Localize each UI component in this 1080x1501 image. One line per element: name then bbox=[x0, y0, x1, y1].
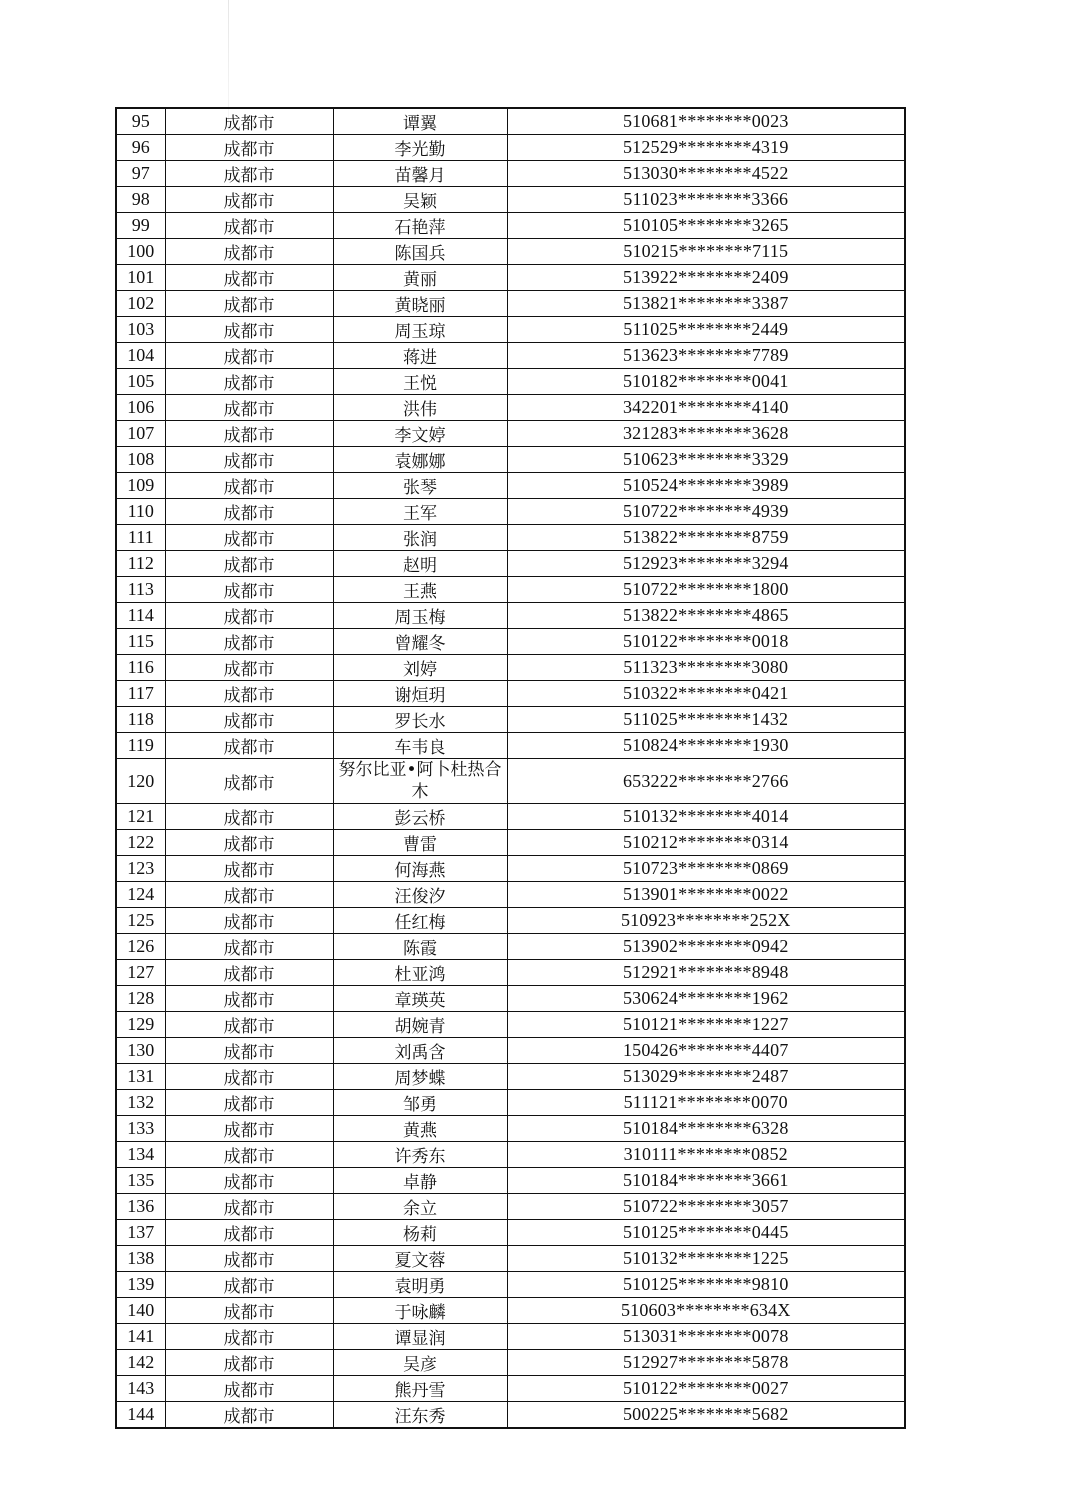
id-number-cell: 321283********3628 bbox=[507, 421, 905, 447]
row-number-cell: 107 bbox=[116, 421, 165, 447]
row-number-cell: 95 bbox=[116, 108, 165, 135]
name-cell: 汪俊汐 bbox=[333, 882, 507, 908]
id-number-cell: 512923********3294 bbox=[507, 551, 905, 577]
id-number-cell: 510184********3661 bbox=[507, 1168, 905, 1194]
id-number-cell: 510132********1225 bbox=[507, 1246, 905, 1272]
id-number-cell: 510182********0041 bbox=[507, 369, 905, 395]
id-number-cell: 510212********0314 bbox=[507, 830, 905, 856]
city-cell: 成都市 bbox=[165, 934, 333, 960]
table-row bbox=[116, 830, 905, 856]
name-cell: 曾耀冬 bbox=[333, 629, 507, 655]
id-number-cell: 513901********0022 bbox=[507, 882, 905, 908]
row-number-cell: 114 bbox=[116, 603, 165, 629]
id-number-cell: 510623********3329 bbox=[507, 447, 905, 473]
row-number-cell: 135 bbox=[116, 1168, 165, 1194]
id-number-cell: 510723********0869 bbox=[507, 856, 905, 882]
id-number-cell: 150426********4407 bbox=[507, 1038, 905, 1064]
row-number-cell: 142 bbox=[116, 1350, 165, 1376]
id-number-cell: 342201********4140 bbox=[507, 395, 905, 421]
name-cell: 张润 bbox=[333, 525, 507, 551]
city-cell: 成都市 bbox=[165, 161, 333, 187]
row-number-cell: 130 bbox=[116, 1038, 165, 1064]
row-number-cell: 133 bbox=[116, 1116, 165, 1142]
row-number-cell: 120 bbox=[116, 759, 165, 804]
city-cell: 成都市 bbox=[165, 265, 333, 291]
table-row bbox=[116, 108, 905, 135]
name-cell: 周玉琼 bbox=[333, 317, 507, 343]
row-number-cell: 125 bbox=[116, 908, 165, 934]
table-row bbox=[116, 499, 905, 525]
city-cell: 成都市 bbox=[165, 986, 333, 1012]
name-cell: 黄丽 bbox=[333, 265, 507, 291]
city-cell: 成都市 bbox=[165, 655, 333, 681]
row-number-cell: 139 bbox=[116, 1272, 165, 1298]
row-number-cell: 129 bbox=[116, 1012, 165, 1038]
row-number-cell: 101 bbox=[116, 265, 165, 291]
row-number-cell: 134 bbox=[116, 1142, 165, 1168]
id-number-cell: 510524********3989 bbox=[507, 473, 905, 499]
row-number-cell: 97 bbox=[116, 161, 165, 187]
id-number-cell: 513031********0078 bbox=[507, 1324, 905, 1350]
city-cell: 成都市 bbox=[165, 108, 333, 135]
row-number-cell: 119 bbox=[116, 733, 165, 759]
city-cell: 成都市 bbox=[165, 1038, 333, 1064]
table-row bbox=[116, 369, 905, 395]
table-row bbox=[116, 1350, 905, 1376]
table-row bbox=[116, 447, 905, 473]
row-number-cell: 100 bbox=[116, 239, 165, 265]
id-number-cell: 511025********2449 bbox=[507, 317, 905, 343]
name-cell: 夏文蓉 bbox=[333, 1246, 507, 1272]
id-number-cell: 513623********7789 bbox=[507, 343, 905, 369]
id-number-cell: 513821********3387 bbox=[507, 291, 905, 317]
name-cell: 李文婷 bbox=[333, 421, 507, 447]
name-cell: 吴颖 bbox=[333, 187, 507, 213]
name-cell: 努尔比亚•阿卜杜热合木 bbox=[333, 759, 507, 804]
row-number-cell: 102 bbox=[116, 291, 165, 317]
table-row bbox=[116, 681, 905, 707]
row-number-cell: 99 bbox=[116, 213, 165, 239]
name-cell: 谭翼 bbox=[333, 108, 507, 135]
row-number-cell: 124 bbox=[116, 882, 165, 908]
name-cell: 于咏麟 bbox=[333, 1298, 507, 1324]
city-cell: 成都市 bbox=[165, 499, 333, 525]
table-row bbox=[116, 1064, 905, 1090]
row-number-cell: 112 bbox=[116, 551, 165, 577]
id-number-cell: 653222********2766 bbox=[507, 759, 905, 804]
table-row bbox=[116, 421, 905, 447]
row-number-cell: 118 bbox=[116, 707, 165, 733]
table-row bbox=[116, 213, 905, 239]
city-cell: 成都市 bbox=[165, 1376, 333, 1402]
table-row bbox=[116, 161, 905, 187]
id-number-cell: 530624********1962 bbox=[507, 986, 905, 1012]
row-number-cell: 143 bbox=[116, 1376, 165, 1402]
city-cell: 成都市 bbox=[165, 1246, 333, 1272]
city-cell: 成都市 bbox=[165, 213, 333, 239]
row-number-cell: 103 bbox=[116, 317, 165, 343]
table-row bbox=[116, 1116, 905, 1142]
id-number-cell: 510681********0023 bbox=[507, 108, 905, 135]
city-cell: 成都市 bbox=[165, 239, 333, 265]
table-row bbox=[116, 733, 905, 759]
id-number-cell: 510722********1800 bbox=[507, 577, 905, 603]
roster-table-body bbox=[116, 108, 905, 1428]
id-number-cell: 512529********4319 bbox=[507, 135, 905, 161]
table-row bbox=[116, 960, 905, 986]
name-cell: 石艳萍 bbox=[333, 213, 507, 239]
name-cell: 彭云桥 bbox=[333, 804, 507, 830]
name-cell: 刘婷 bbox=[333, 655, 507, 681]
row-number-cell: 115 bbox=[116, 629, 165, 655]
name-cell: 许秀东 bbox=[333, 1142, 507, 1168]
name-cell: 陈国兵 bbox=[333, 239, 507, 265]
table-row bbox=[116, 804, 905, 830]
row-number-cell: 121 bbox=[116, 804, 165, 830]
name-cell: 黄燕 bbox=[333, 1116, 507, 1142]
row-number-cell: 98 bbox=[116, 187, 165, 213]
id-number-cell: 510824********1930 bbox=[507, 733, 905, 759]
roster-table bbox=[115, 107, 906, 1429]
city-cell: 成都市 bbox=[165, 369, 333, 395]
table-row bbox=[116, 1038, 905, 1064]
city-cell: 成都市 bbox=[165, 882, 333, 908]
row-number-cell: 96 bbox=[116, 135, 165, 161]
city-cell: 成都市 bbox=[165, 856, 333, 882]
city-cell: 成都市 bbox=[165, 1350, 333, 1376]
table-row bbox=[116, 1272, 905, 1298]
id-number-cell: 510125********9810 bbox=[507, 1272, 905, 1298]
table-row bbox=[116, 1298, 905, 1324]
id-number-cell: 510125********0445 bbox=[507, 1220, 905, 1246]
table-row bbox=[116, 908, 905, 934]
city-cell: 成都市 bbox=[165, 473, 333, 499]
row-number-cell: 144 bbox=[116, 1402, 165, 1429]
city-cell: 成都市 bbox=[165, 447, 333, 473]
city-cell: 成都市 bbox=[165, 629, 333, 655]
id-number-cell: 513902********0942 bbox=[507, 934, 905, 960]
row-number-cell: 109 bbox=[116, 473, 165, 499]
city-cell: 成都市 bbox=[165, 960, 333, 986]
city-cell: 成都市 bbox=[165, 1090, 333, 1116]
row-number-cell: 137 bbox=[116, 1220, 165, 1246]
city-cell: 成都市 bbox=[165, 577, 333, 603]
id-number-cell: 510122********0027 bbox=[507, 1376, 905, 1402]
table-row bbox=[116, 1142, 905, 1168]
row-number-cell: 128 bbox=[116, 986, 165, 1012]
name-cell: 罗长水 bbox=[333, 707, 507, 733]
table-row bbox=[116, 759, 905, 804]
table-row bbox=[116, 395, 905, 421]
city-cell: 成都市 bbox=[165, 395, 333, 421]
city-cell: 成都市 bbox=[165, 1220, 333, 1246]
table-row bbox=[116, 1324, 905, 1350]
table-row bbox=[116, 1402, 905, 1429]
id-number-cell: 510322********0421 bbox=[507, 681, 905, 707]
city-cell: 成都市 bbox=[165, 804, 333, 830]
name-cell: 谢烜玥 bbox=[333, 681, 507, 707]
id-number-cell: 513822********4865 bbox=[507, 603, 905, 629]
id-number-cell: 510603********634X bbox=[507, 1298, 905, 1324]
name-cell: 余立 bbox=[333, 1194, 507, 1220]
table-row bbox=[116, 265, 905, 291]
row-number-cell: 138 bbox=[116, 1246, 165, 1272]
table-row bbox=[116, 986, 905, 1012]
row-number-cell: 110 bbox=[116, 499, 165, 525]
city-cell: 成都市 bbox=[165, 187, 333, 213]
row-number-cell: 122 bbox=[116, 830, 165, 856]
table-row bbox=[116, 525, 905, 551]
name-cell: 蒋进 bbox=[333, 343, 507, 369]
name-cell: 陈霞 bbox=[333, 934, 507, 960]
row-number-cell: 140 bbox=[116, 1298, 165, 1324]
table-row bbox=[116, 1012, 905, 1038]
row-number-cell: 127 bbox=[116, 960, 165, 986]
table-row bbox=[116, 577, 905, 603]
table-row bbox=[116, 551, 905, 577]
table-row bbox=[116, 655, 905, 681]
table-row bbox=[116, 603, 905, 629]
city-cell: 成都市 bbox=[165, 1064, 333, 1090]
name-cell: 袁娜娜 bbox=[333, 447, 507, 473]
city-cell: 成都市 bbox=[165, 1402, 333, 1429]
city-cell: 成都市 bbox=[165, 1116, 333, 1142]
row-number-cell: 108 bbox=[116, 447, 165, 473]
name-cell: 袁明勇 bbox=[333, 1272, 507, 1298]
row-number-cell: 116 bbox=[116, 655, 165, 681]
city-cell: 成都市 bbox=[165, 525, 333, 551]
city-cell: 成都市 bbox=[165, 343, 333, 369]
id-number-cell: 512927********5878 bbox=[507, 1350, 905, 1376]
id-number-cell: 510122********0018 bbox=[507, 629, 905, 655]
name-cell: 张琴 bbox=[333, 473, 507, 499]
city-cell: 成都市 bbox=[165, 1324, 333, 1350]
row-number-cell: 126 bbox=[116, 934, 165, 960]
table-row bbox=[116, 934, 905, 960]
table-row bbox=[116, 1194, 905, 1220]
row-number-cell: 105 bbox=[116, 369, 165, 395]
id-number-cell: 511023********3366 bbox=[507, 187, 905, 213]
city-cell: 成都市 bbox=[165, 291, 333, 317]
name-cell: 何海燕 bbox=[333, 856, 507, 882]
row-number-cell: 113 bbox=[116, 577, 165, 603]
table-row bbox=[116, 629, 905, 655]
id-number-cell: 512921********8948 bbox=[507, 960, 905, 986]
table-row bbox=[116, 1090, 905, 1116]
id-number-cell: 513030********4522 bbox=[507, 161, 905, 187]
name-cell: 邹勇 bbox=[333, 1090, 507, 1116]
city-cell: 成都市 bbox=[165, 135, 333, 161]
row-number-cell: 104 bbox=[116, 343, 165, 369]
id-number-cell: 511323********3080 bbox=[507, 655, 905, 681]
table-row bbox=[116, 473, 905, 499]
table-row bbox=[116, 343, 905, 369]
row-number-cell: 132 bbox=[116, 1090, 165, 1116]
name-cell: 曹雷 bbox=[333, 830, 507, 856]
name-cell: 杜亚鸿 bbox=[333, 960, 507, 986]
row-number-cell: 123 bbox=[116, 856, 165, 882]
name-cell: 周梦蝶 bbox=[333, 1064, 507, 1090]
city-cell: 成都市 bbox=[165, 1194, 333, 1220]
name-cell: 王军 bbox=[333, 499, 507, 525]
city-cell: 成都市 bbox=[165, 1012, 333, 1038]
id-number-cell: 511121********0070 bbox=[507, 1090, 905, 1116]
name-cell: 胡婉青 bbox=[333, 1012, 507, 1038]
id-number-cell: 510215********7115 bbox=[507, 239, 905, 265]
row-number-cell: 111 bbox=[116, 525, 165, 551]
name-cell: 章瑛英 bbox=[333, 986, 507, 1012]
name-cell: 汪东秀 bbox=[333, 1402, 507, 1429]
row-number-cell: 106 bbox=[116, 395, 165, 421]
name-cell: 谭显润 bbox=[333, 1324, 507, 1350]
city-cell: 成都市 bbox=[165, 1298, 333, 1324]
name-cell: 赵明 bbox=[333, 551, 507, 577]
id-number-cell: 513922********2409 bbox=[507, 265, 905, 291]
city-cell: 成都市 bbox=[165, 421, 333, 447]
table-row bbox=[116, 291, 905, 317]
table-row bbox=[116, 1246, 905, 1272]
name-cell: 周玉梅 bbox=[333, 603, 507, 629]
id-number-cell: 513822********8759 bbox=[507, 525, 905, 551]
name-cell: 王燕 bbox=[333, 577, 507, 603]
city-cell: 成都市 bbox=[165, 681, 333, 707]
id-number-cell: 510132********4014 bbox=[507, 804, 905, 830]
row-number-cell: 141 bbox=[116, 1324, 165, 1350]
table-row bbox=[116, 882, 905, 908]
name-cell: 黄晓丽 bbox=[333, 291, 507, 317]
city-cell: 成都市 bbox=[165, 551, 333, 577]
name-cell: 卓静 bbox=[333, 1168, 507, 1194]
id-number-cell: 510722********3057 bbox=[507, 1194, 905, 1220]
id-number-cell: 510184********6328 bbox=[507, 1116, 905, 1142]
name-cell: 熊丹雪 bbox=[333, 1376, 507, 1402]
id-number-cell: 513029********2487 bbox=[507, 1064, 905, 1090]
city-cell: 成都市 bbox=[165, 1272, 333, 1298]
city-cell: 成都市 bbox=[165, 1142, 333, 1168]
id-number-cell: 500225********5682 bbox=[507, 1402, 905, 1429]
name-cell: 吴彦 bbox=[333, 1350, 507, 1376]
city-cell: 成都市 bbox=[165, 707, 333, 733]
city-cell: 成都市 bbox=[165, 830, 333, 856]
table-row bbox=[116, 1220, 905, 1246]
name-cell: 任红梅 bbox=[333, 908, 507, 934]
table-row bbox=[116, 1376, 905, 1402]
table-row bbox=[116, 856, 905, 882]
id-number-cell: 510722********4939 bbox=[507, 499, 905, 525]
id-number-cell: 510105********3265 bbox=[507, 213, 905, 239]
table-row bbox=[116, 1168, 905, 1194]
id-number-cell: 310111********0852 bbox=[507, 1142, 905, 1168]
table-row bbox=[116, 317, 905, 343]
name-cell: 李光勤 bbox=[333, 135, 507, 161]
city-cell: 成都市 bbox=[165, 317, 333, 343]
id-number-cell: 510121********1227 bbox=[507, 1012, 905, 1038]
name-cell: 洪伟 bbox=[333, 395, 507, 421]
city-cell: 成都市 bbox=[165, 908, 333, 934]
row-number-cell: 117 bbox=[116, 681, 165, 707]
name-cell: 车韦良 bbox=[333, 733, 507, 759]
city-cell: 成都市 bbox=[165, 603, 333, 629]
table-row bbox=[116, 135, 905, 161]
row-number-cell: 136 bbox=[116, 1194, 165, 1220]
table-row bbox=[116, 187, 905, 213]
city-cell: 成都市 bbox=[165, 733, 333, 759]
table-row bbox=[116, 239, 905, 265]
row-number-cell: 131 bbox=[116, 1064, 165, 1090]
name-cell: 杨莉 bbox=[333, 1220, 507, 1246]
name-cell: 王悦 bbox=[333, 369, 507, 395]
table-row bbox=[116, 707, 905, 733]
name-cell: 苗馨月 bbox=[333, 161, 507, 187]
id-number-cell: 510923********252X bbox=[507, 908, 905, 934]
city-cell: 成都市 bbox=[165, 759, 333, 804]
name-cell: 刘禹含 bbox=[333, 1038, 507, 1064]
city-cell: 成都市 bbox=[165, 1168, 333, 1194]
id-number-cell: 511025********1432 bbox=[507, 707, 905, 733]
